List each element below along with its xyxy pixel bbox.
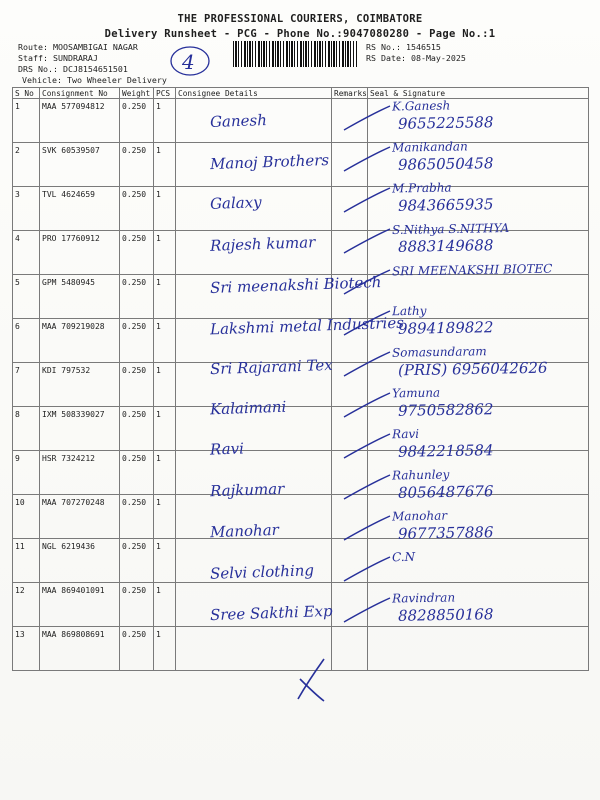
consignee-handwriting: Sree Sakthi Exp	[209, 601, 333, 625]
staff-label: Staff: SUNDRARAJ	[18, 53, 98, 63]
row-consignment-no: PRO 17760912	[40, 231, 120, 275]
row-pcs: 1	[154, 495, 176, 539]
row-pcs: 1	[154, 451, 176, 495]
row-weight: 0.250	[120, 407, 154, 451]
header-consignee: Consignee Details	[176, 88, 332, 99]
signature-name: Lathy	[391, 303, 427, 319]
consignee-handwriting: Selvi clothing	[209, 561, 315, 583]
runsheet-subtitle: Delivery Runsheet - PCG - Phone No.:9047080280 - Page No.:1	[104, 28, 496, 40]
circled-mark-icon	[168, 44, 212, 78]
header-signature: Seal & Signature	[368, 88, 589, 99]
signature-name: Ravi	[391, 426, 420, 442]
remarks-stroke-icon	[338, 594, 398, 630]
signature-name: Yamuna	[391, 385, 441, 401]
consignee-handwriting: Ravi	[209, 439, 245, 459]
row-weight: 0.250	[120, 363, 154, 407]
row-sno: 11	[13, 539, 40, 583]
consignee-handwriting: Sri meenakshi Biotech	[209, 273, 382, 297]
header-sno: S No	[13, 88, 40, 99]
row-pcs: 1	[154, 627, 176, 671]
signature-name: Rahunley	[391, 467, 450, 483]
signature-phone: 9655225588	[397, 113, 494, 133]
row-pcs: 1	[154, 539, 176, 583]
row-weight: 0.250	[120, 319, 154, 363]
vehicle-label: Vehicle: Two Wheeler Delivery	[22, 75, 167, 85]
row-sno: 4	[13, 231, 40, 275]
header-remarks: Remarks	[332, 88, 368, 99]
signature-phone: 8883149688	[397, 236, 494, 256]
row-pcs: 1	[154, 99, 176, 143]
table-row	[13, 99, 589, 143]
row-consignment-no: MAA 869401091	[40, 583, 120, 627]
signature-phone: 9894189822	[397, 318, 494, 338]
row-sno: 6	[13, 319, 40, 363]
consignee-handwriting: Rajkumar	[209, 479, 285, 501]
rs-number: RS No.: 1546515	[366, 42, 441, 52]
header-weight: Weight	[120, 88, 154, 99]
signature-phone: 9843665935	[397, 195, 494, 215]
row-consignment-no: MAA 709219028	[40, 319, 120, 363]
header-consignment: Consignment No	[40, 88, 120, 99]
row-sno: 7	[13, 363, 40, 407]
row-weight: 0.250	[120, 143, 154, 187]
row-remarks-cell	[332, 627, 368, 671]
signature-name: Manikandan	[391, 139, 468, 155]
remarks-stroke-icon	[338, 389, 398, 425]
row-pcs: 1	[154, 319, 176, 363]
remarks-stroke-icon	[338, 102, 398, 138]
signature-name: Manohar	[391, 508, 448, 524]
row-sno: 9	[13, 451, 40, 495]
table-row	[13, 407, 589, 451]
signature-name: Ravindran	[391, 590, 456, 606]
row-consignment-no: HSR 7324212	[40, 451, 120, 495]
table-row	[13, 451, 589, 495]
table-row	[13, 495, 589, 539]
row-weight: 0.250	[120, 627, 154, 671]
row-sno: 12	[13, 583, 40, 627]
remarks-stroke-icon	[338, 348, 398, 384]
remarks-stroke-icon	[338, 430, 398, 466]
signature-name: SRI MEENAKSHI BIOTEC	[391, 261, 553, 279]
row-pcs: 1	[154, 187, 176, 231]
pen-cross-mark-icon	[292, 655, 332, 705]
drs-number: DRS No.: DCJ8154651501	[18, 64, 128, 74]
row-weight: 0.250	[120, 231, 154, 275]
row-pcs: 1	[154, 231, 176, 275]
annotation-mark: 4	[182, 50, 195, 74]
row-consignment-no: IXM 508339027	[40, 407, 120, 451]
signature-phone: 8828850168	[397, 605, 494, 625]
company-title: THE PROFESSIONAL COURIERS, COIMBATORE	[177, 13, 423, 25]
row-pcs: 1	[154, 583, 176, 627]
row-weight: 0.250	[120, 495, 154, 539]
remarks-stroke-icon	[338, 471, 398, 507]
consignee-handwriting: Galaxy	[209, 193, 262, 213]
rs-date: RS Date: 08-May-2025	[366, 53, 466, 63]
row-pcs: 1	[154, 407, 176, 451]
route-label: Route: MOOSAMBIGAI NAGAR	[18, 42, 138, 52]
row-consignment-no: MAA 577094812	[40, 99, 120, 143]
consignee-handwriting: Manoj Brothers	[209, 150, 330, 174]
row-weight: 0.250	[120, 539, 154, 583]
row-consignment-no: KDI 797532	[40, 363, 120, 407]
header-pcs: PCS	[154, 88, 176, 99]
row-sno: 10	[13, 495, 40, 539]
signature-phone: 9750582862	[397, 400, 494, 420]
row-consignment-no: MAA 707270248	[40, 495, 120, 539]
consignee-handwriting: Sri Rajarani Tex	[209, 355, 333, 379]
remarks-stroke-icon	[338, 266, 398, 302]
row-pcs: 1	[154, 275, 176, 319]
remarks-stroke-icon	[338, 184, 398, 220]
row-consignment-no: GPM 5480945	[40, 275, 120, 319]
signature-phone: 8056487676	[397, 482, 494, 502]
signature-name: C.N	[391, 549, 416, 565]
row-consignment-no: SVK 60539507	[40, 143, 120, 187]
signature-name: S.Nithya S.NITHYA	[391, 220, 510, 238]
row-weight: 0.250	[120, 275, 154, 319]
signature-phone: 9842218584	[397, 441, 494, 461]
row-weight: 0.250	[120, 451, 154, 495]
row-sno: 13	[13, 627, 40, 671]
row-sno: 2	[13, 143, 40, 187]
remarks-stroke-icon	[338, 225, 398, 261]
signature-phone: 9865050458	[397, 154, 494, 174]
consignee-handwriting: Manohar	[209, 520, 280, 542]
signature-phone: (PRIS) 6956042626	[397, 358, 548, 380]
table-header-row	[13, 88, 589, 99]
row-consignment-no: TVL 4624659	[40, 187, 120, 231]
remarks-stroke-icon	[338, 553, 398, 589]
row-pcs: 1	[154, 363, 176, 407]
signature-phone: 9677357886	[397, 523, 494, 543]
signature-name: Somasundaram	[391, 344, 487, 360]
row-weight: 0.250	[120, 99, 154, 143]
barcode	[233, 41, 357, 67]
row-sno: 1	[13, 99, 40, 143]
remarks-stroke-icon	[338, 143, 398, 179]
signature-name: K.Ganesh	[391, 98, 451, 114]
row-sno: 5	[13, 275, 40, 319]
row-pcs: 1	[154, 143, 176, 187]
row-consignment-no: MAA 869808691	[40, 627, 120, 671]
row-weight: 0.250	[120, 187, 154, 231]
row-weight: 0.250	[120, 583, 154, 627]
row-signature-cell	[368, 627, 589, 671]
consignee-handwriting: Ganesh	[209, 111, 268, 131]
consignee-handwriting: Rajesh kumar	[209, 233, 316, 255]
consignee-handwriting: Kalaimani	[209, 397, 287, 419]
signature-name: M.Prabha	[391, 180, 452, 196]
row-sno: 8	[13, 407, 40, 451]
row-consignment-no: NGL 6219436	[40, 539, 120, 583]
consignee-handwriting: Lakshmi metal Industries	[209, 313, 405, 339]
row-sno: 3	[13, 187, 40, 231]
remarks-stroke-icon	[338, 307, 398, 343]
runsheet-table	[12, 87, 589, 671]
remarks-stroke-icon	[338, 512, 398, 548]
